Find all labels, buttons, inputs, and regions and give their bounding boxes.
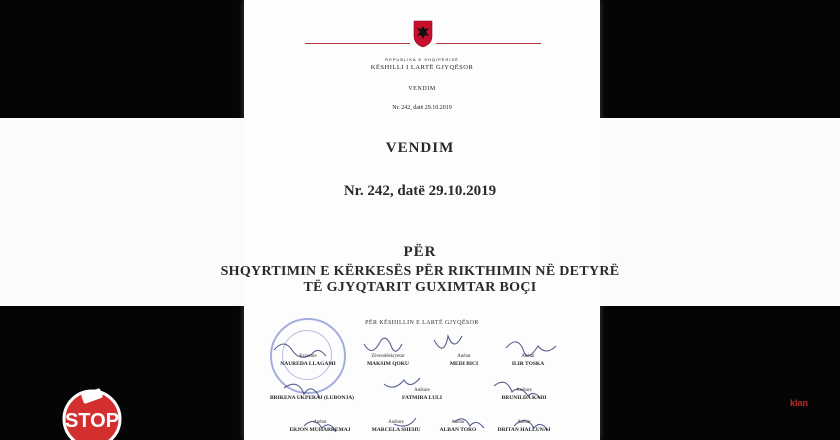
signer-name: ALBAN TORO [439,427,477,433]
signer-title: Anëtare [388,420,404,425]
signer-name: DRITAN HALLUNAJ [497,427,551,433]
signer-title: Anëtar [451,420,465,425]
stop-logo-text: STOP [64,410,120,432]
albanian-emblem-icon [412,20,434,48]
right-letterbox-bottom [600,306,840,440]
signatures-heading: PËR KËSHILLIN E LARTË GJYQËSOR [365,320,479,326]
signer-title: Anëtare [414,388,430,393]
subject-line-2: TË GJYQTARIT GUXIMTAR BOÇI [303,280,537,295]
republic-label: REPUBLIKA E SHQIPËRISË [385,57,459,62]
signer-name: BRUNILDA KADI [501,395,547,401]
signer-title: Anëtar [457,354,471,359]
header-rule-left [305,43,410,44]
left-letterbox [0,0,244,118]
signer-name: MAKSIM QOKU [366,361,409,367]
signer-name: BRIKENA UKPERAJ (LUBONJA) [269,395,355,401]
header-rule-right [436,43,541,44]
subject-per: PËR [403,244,437,260]
signer-title: Anëtar [313,420,327,425]
number-small-label: Nr. 242, datë 29.10.2019 [392,105,452,111]
subject-line-1: SHQYRTIMIN E KËRKESËS PËR RIKTHIMIN NË DETYRË [220,264,620,279]
signer-name: FATMIRA LULI [402,395,442,401]
council-label: KËSHILLI I LARTË GJYQËSOR [370,64,474,71]
signer-name: NAUREDA LLAGAMI [280,361,336,367]
signer-name: ILIR TOSKA [511,361,545,367]
stop-show-logo [52,385,132,440]
signer-title: Zëvendëskryetar [371,354,405,359]
signer-title: Kryetare [299,354,317,359]
signer-title: Anëtar [521,354,535,359]
signer-title: Anëtare [516,388,532,393]
right-letterbox [600,0,840,118]
channel-watermark: klan [790,398,809,408]
decision-number: Nr. 242, datë 29.10.2019 [343,183,497,199]
signer-name: MEDI BICI [449,361,479,367]
decision-small-label: VENDIM [408,86,436,92]
signer-name: ERJON MUHARREMAJ [289,427,351,433]
signer-name: MARCELA SHEHU [371,427,421,433]
decision-title: VENDIM [385,140,455,156]
signer-title: Anëtar [517,420,531,425]
